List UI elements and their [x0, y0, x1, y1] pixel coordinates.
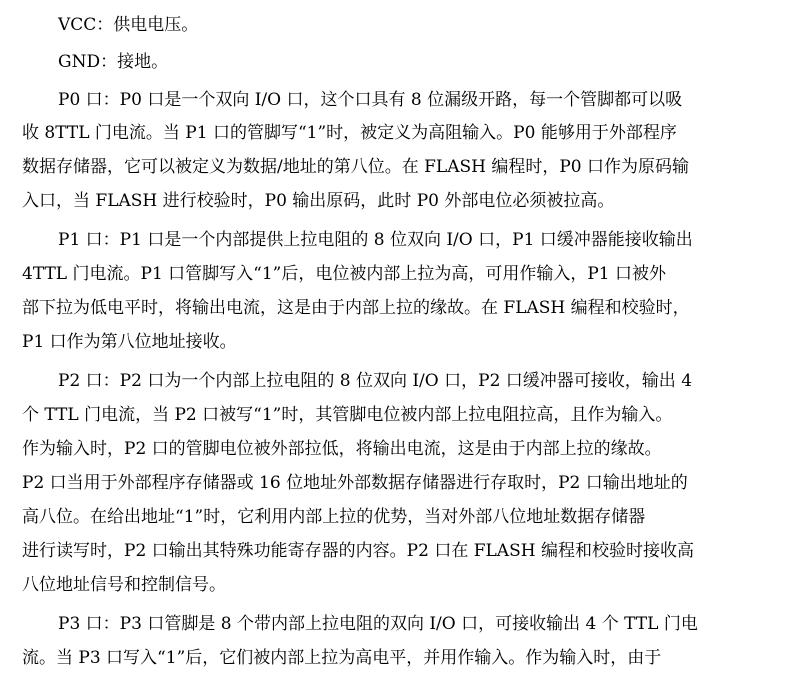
text-line-p0-4: 入口，当 FLASH 进行校验时，P0 输出原码，此时 P0 外部电位必须被拉高。: [22, 191, 615, 211]
text-line-p2-2: 个 TTL 门电流，当 P2 口被写“1”时，其管脚电位被内部上拉电阻拉高，且作为输入。: [22, 405, 673, 425]
text-line-p1-4: P1 口作为第八位地址接收。: [22, 332, 237, 352]
text-line-p3-2: 流。当 P3 口写入“1”后，它们被内部上拉为高电平，并用作输入。作为输入时，由于: [22, 648, 662, 668]
text-line-p2-4: P2 口当用于外部程序存储器或 16 位地址外部数据存储器进行存取时，P2 口输出地址的: [22, 473, 688, 493]
text-line-p0-2: 收 8TTL 门电流。当 P1 口的管脚写“1”时，被定义为高阻输入。P0 能够用于外部程序: [22, 123, 677, 143]
text-line-p2-3: 作为输入时，P2 口的管脚电位被外部拉低，将输出电流，这是由于内部上拉的缘故。: [22, 439, 662, 459]
text-line-p3-1: P3 口：P3 口管脚是 8 个带内部上拉电阻的双向 I/O 口，可接收输出 4 个 TTL 门电: [58, 614, 698, 634]
text-line-p1-1: P1 口：P1 口是一个内部提供上拉电阻的 8 位双向 I/O 口，P1 口缓冲器能接收输出: [58, 230, 693, 250]
text-line-p1-3: 部下拉为低电平时，将输出电流，这是由于内部上拉的缘故。在 FLASH 编程和校验时，: [22, 298, 690, 318]
text-line-p2-1: P2 口：P2 口为一个内部上拉电阻的 8 位双向 I/O 口，P2 口缓冲器可接收，输出 4: [58, 371, 693, 391]
text-line-gnd: GND：接地。: [58, 52, 169, 72]
text-line-p0-3: 数据存储器，它可以被定义为数据/地址的第八位。在 FLASH 编程时，P0 口作为原码输: [22, 157, 690, 177]
text-line-vcc: VCC：供电电压。: [58, 15, 199, 35]
text-line-p2-7: 八位地址信号和控制信号。: [22, 575, 226, 595]
text-line-p2-6: 进行读写时，P2 口输出其特殊功能寄存器的内容。P2 口在 FLASH 编程和校验时接收高: [22, 541, 694, 561]
text-line-p1-2: 4TTL 门电流。P1 口管脚写入“1”后，电位被内部上拉为高，可用作输入，P1 口被外: [22, 264, 667, 284]
text-line-p0-1: P0 口：P0 口是一个双向 I/O 口，这个口具有 8 位漏级开路，每一个管脚都可以吸: [58, 90, 683, 110]
text-line-p2-5: 高八位。在给出地址“1”时，它利用内部上拉的优势，当对外部八位地址数据存储器: [22, 507, 646, 527]
